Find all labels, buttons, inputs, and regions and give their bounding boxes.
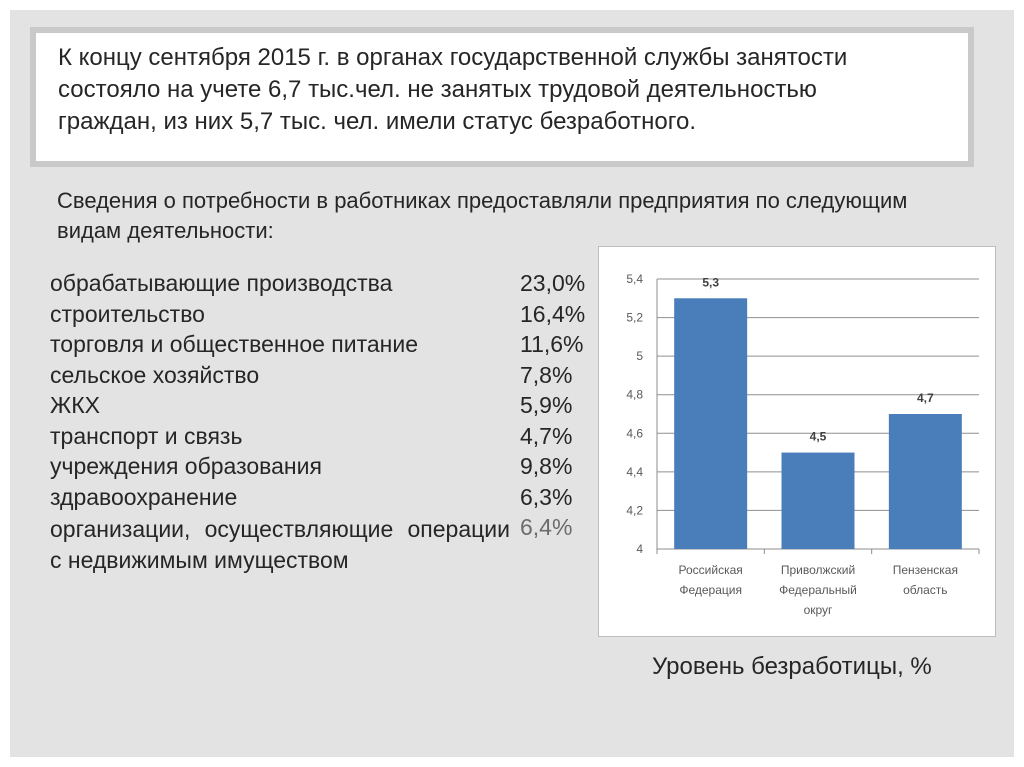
need-row bbox=[50, 423, 590, 454]
bar-value-label: 4,7 bbox=[916, 391, 934, 405]
need-name: здравоохранение bbox=[50, 483, 238, 510]
need-name: учреждения образования bbox=[50, 453, 322, 479]
bar-value-label: 4,5 bbox=[809, 429, 827, 444]
bar bbox=[782, 453, 855, 549]
need-row bbox=[50, 453, 590, 484]
need-value: 23,0% bbox=[520, 270, 586, 296]
chart-svg bbox=[599, 247, 995, 636]
need-row bbox=[50, 270, 590, 301]
x-category-label: Пензенская bbox=[892, 563, 958, 577]
need-value: 7,8% bbox=[520, 361, 573, 388]
bar bbox=[889, 414, 962, 549]
need-row bbox=[50, 301, 590, 332]
y-tick-label: 5 bbox=[636, 349, 643, 364]
x-category-label: Российская bbox=[678, 563, 743, 577]
x-category-label: округ bbox=[803, 603, 833, 617]
y-tick-label: 4,8 bbox=[626, 387, 643, 402]
need-row bbox=[50, 484, 590, 515]
x-category-label: Федерация bbox=[679, 583, 742, 597]
y-tick-label: 4,4 bbox=[626, 464, 643, 479]
need-row bbox=[50, 392, 590, 423]
need-value: 6,3% bbox=[520, 483, 573, 510]
bar-value-label: 5,3 bbox=[702, 275, 720, 290]
bar bbox=[674, 298, 747, 549]
need-name: организации, осуществляющие операции с недвижимым имуществом bbox=[50, 516, 510, 573]
need-name: ЖКХ bbox=[50, 392, 100, 418]
need-row bbox=[50, 362, 590, 393]
x-category-label: область bbox=[903, 583, 948, 597]
y-tick-label: 4,6 bbox=[626, 426, 643, 441]
need-value: 16,4% bbox=[520, 300, 586, 327]
y-tick-label: 4,2 bbox=[626, 503, 643, 518]
need-name: сельское хозяйство bbox=[50, 361, 260, 388]
need-value: 6,4% bbox=[520, 514, 573, 540]
need-row bbox=[50, 331, 590, 362]
chart-caption: Уровень безработицы, % bbox=[652, 653, 932, 680]
intro-text: Сведения о потребности в работниках предоставляли предприятия по следующим видам деятельности: bbox=[57, 188, 908, 243]
need-value: 4,7% bbox=[520, 422, 573, 449]
y-tick-label: 5,2 bbox=[626, 310, 643, 325]
need-row bbox=[50, 514, 590, 573]
need-name: строительство bbox=[50, 300, 205, 327]
needs-list bbox=[50, 270, 590, 573]
need-name: обрабатывающие производства bbox=[50, 270, 393, 296]
x-category-label: Федеральный bbox=[779, 583, 857, 597]
need-name: транспорт и связь bbox=[50, 422, 243, 449]
y-tick-label: 5,4 bbox=[626, 272, 643, 286]
need-value: 5,9% bbox=[520, 392, 573, 418]
unemployment-chart bbox=[598, 246, 996, 637]
y-tick-label: 4 bbox=[636, 542, 643, 556]
need-value: 9,8% bbox=[520, 453, 573, 479]
top-text: К концу сентября 2015 г. в органах государственной службы занятости состояло на учете 6,7 тыс.чел. не занятых трудовой деятельностью граждан, из них 5,7 тыс. чел. имели статус безработного. bbox=[58, 44, 848, 135]
x-category-label: Приволжский bbox=[780, 563, 856, 577]
need-name: торговля и общественное питание bbox=[50, 331, 419, 357]
need-value: 11,6% bbox=[520, 331, 584, 357]
